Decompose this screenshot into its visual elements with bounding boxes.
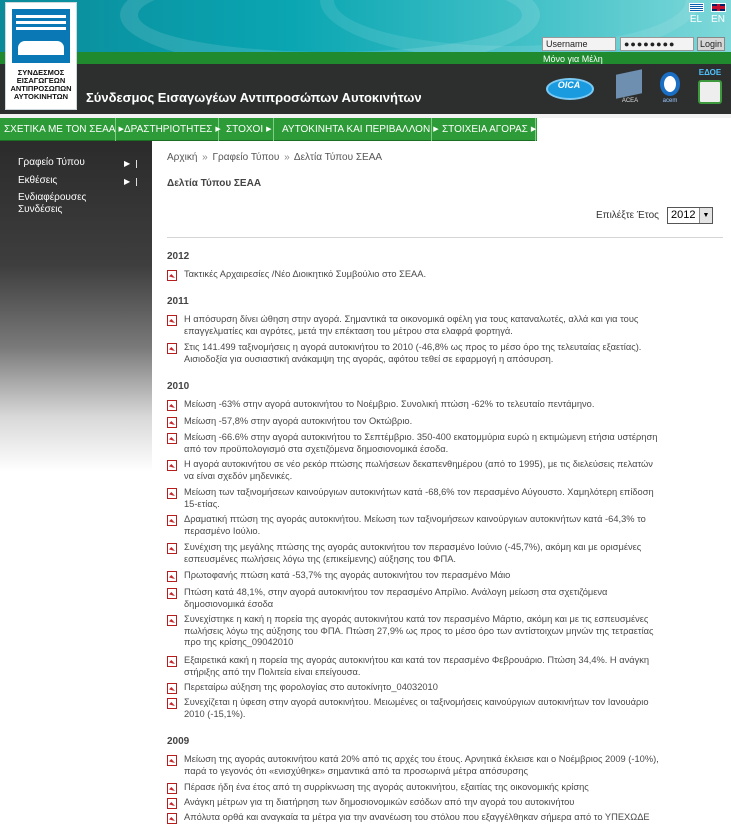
pdf-icon — [167, 798, 177, 809]
pdf-icon — [167, 813, 177, 824]
breadcrumb: Αρχική » Γραφείο Τύπου » Δελτία Τύπου ΣΕΑΑ — [167, 152, 383, 163]
press-release-link[interactable]: Στις 141.499 ταξινομήσεις η αγορά αυτοκινήτου το 2010 (-46,8% ως προς το μέσο όρο της τελευταίας εξαετίας). Αισιοδοξία για ουσιαστική ανάκαμψη της αγοράς, αφότου τεθεί σε εφαρμογή η απόσυρση. — [184, 342, 642, 364]
pdf-icon — [167, 588, 177, 599]
recycle-icon — [698, 80, 722, 104]
seaa-logo[interactable] — [5, 2, 77, 110]
main-nav — [0, 118, 731, 141]
year-heading: 2009 — [167, 736, 190, 747]
pdf-icon — [167, 270, 177, 281]
pdf-icon — [167, 343, 177, 354]
pdf-icon — [167, 783, 177, 794]
partner-acea[interactable]: ACEA — [612, 70, 648, 108]
lang-el[interactable]: EL — [686, 3, 706, 25]
year-heading: 2011 — [167, 296, 189, 307]
pdf-icon — [167, 515, 177, 526]
arrow-right-icon: ▶ — [215, 126, 221, 133]
press-release-link[interactable]: Η αγορά αυτοκινήτου σε νέο ρεκόρ πτώσης πωλήσεων δεκαπενθημέρου (από το 1995), με τις διελεύσεις πελατών να είναι σχεδόν μηδενικές. — [184, 459, 653, 481]
sidebar-item-press-office[interactable]: Γραφείο Τύπου — [18, 157, 85, 168]
year-select[interactable]: 2012 ▼ — [667, 207, 713, 224]
nav-market-data[interactable]: ΣΤΟΙΧΕΙΑ ΑΓΟΡΑΣ ▶ — [438, 118, 536, 141]
press-release-link[interactable]: Ανάγκη μέτρων για τη διατήρηση των δημοσιονομικών εσόδων από την αγορά του αυτοκινήτου — [184, 797, 575, 807]
press-release-link[interactable]: Συνεχίστηκε η κακή η πορεία της αγοράς αυτοκινήτου κατά τον περασμένο Μάρτιο, ακόμη και με τις εσπευσμένες πωλήσεις λόγω της αύξησης του ΦΠΑ. Πτώση 27,9% ως προς το μέσο όρο των αντίστοιχων μηνών της τετραετίας προ της κρίσης_09042010 — [184, 614, 654, 647]
press-release-link[interactable]: Πτώση κατά 48,1%, στην αγορά αυτοκινήτου τον περασμένο Απρίλιο. Ανάλογη μείωση στα σχετιζόμενα δημοσιονομικά έσοδα — [184, 587, 608, 609]
site-header — [0, 0, 731, 118]
pdf-icon — [167, 460, 177, 471]
username-input[interactable]: Username — [542, 37, 616, 51]
header-green-strip — [0, 52, 731, 64]
year-filter-label: Επιλέξτε Έτος — [596, 210, 659, 221]
partner-oica[interactable]: OICA — [540, 70, 598, 108]
pdf-icon — [167, 615, 177, 626]
site-title: Σύνδεσμος Εισαγωγέων Αντιπροσώπων Αυτοκινήτων — [86, 90, 422, 105]
press-release-link[interactable]: Εξαιρετικά κακή η πορεία της αγοράς αυτοκινήτου και κατά τον περασμένο Φεβρουάριο. Πτώση 34,4%. Η ανάγκη στήριξης από την Πολιτεία είναι επείγουσα. — [184, 655, 650, 677]
nav-about[interactable]: ΣΧΕΤΙΚΑ ΜΕ ΤΟΝ ΣΕΑΑ ▶ — [0, 118, 116, 141]
nav-cars-environment[interactable]: ΑΥΤΟΚΙΝΗΤΑ ΚΑΙ ΠΕΡΙΒΑΛΛΟΝ ▶ — [278, 118, 432, 141]
press-release-link[interactable]: Πρωτοφανής πτώση κατά -53,7% της αγοράς αυτοκινήτου τον περασμένο Μάιο — [184, 570, 511, 580]
ring-icon — [660, 72, 680, 96]
press-release-link[interactable]: Συνέχιση της μεγάλης πτώσης της αγοράς αυτοκινήτου τον περασμένο Ιούνιο (-45,7%), ακόμη και με ορισμένες εσπευσμένες πωλήσεις λόγω της (επικείμενης) αύξησης του ΦΠΑ. — [184, 542, 642, 564]
year-heading: 2010 — [167, 381, 190, 392]
arrow-right-icon: ▶ — [124, 159, 131, 168]
page-title: Δελτία Τύπου ΣΕΑΑ — [167, 178, 262, 189]
arrow-right-icon: ▶ — [124, 177, 131, 186]
main-content — [167, 141, 727, 830]
sidebar-item-exhibitions[interactable]: Εκθέσεις — [18, 175, 58, 186]
greek-flag-icon — [689, 3, 704, 12]
breadcrumb-press-office[interactable]: Γραφείο Τύπου — [212, 152, 280, 163]
breadcrumb-current: Δελτία Τύπου ΣΕΑΑ — [293, 152, 383, 163]
pdf-icon — [167, 656, 177, 667]
press-release-link[interactable]: Τακτικές Αρχαιρεσίες /Νέο Διοικητικό Συμβούλιο στο ΣΕΑΑ. — [184, 269, 427, 279]
sidebar-item-links[interactable]: Ενδιαφέρουσες Συνδέσεις — [18, 192, 87, 215]
pdf-icon — [167, 315, 177, 326]
year-heading: 2012 — [167, 251, 190, 262]
press-release-link[interactable]: Απόλυτα ορθά και αναγκαία τα μέτρα για την ανανέωση του στόλου που εξαγγέλθηκαν σήμερα από το ΥΠΕΧΩΔΕ — [184, 812, 650, 822]
press-release-link[interactable]: Πέρασε ήδη ένα έτος από τη συρρίκνωση της αγοράς αυτοκινήτου, εξαιτίας της οικονομικής κρίσης — [184, 782, 589, 792]
login-button[interactable]: Login — [697, 37, 725, 51]
press-release-link[interactable]: Μείωση -66.6% στην αγορά αυτοκινήτου το Σεπτέμβριο. 350-400 εκατομμύρια ευρώ η εκτιμώμενη ετήσια υστέρηση από τον προϋπολογισμό στα σχετιζόμενα δημοσιονομικά έσοδα. — [184, 432, 658, 454]
press-release-link[interactable]: Δραματική πτώση της αγοράς αυτοκινήτου. Μείωση των ταξινομήσεων καινούργιων αυτοκινήτων κατά -64,3% το περασμένο Ιούλιο. — [184, 514, 646, 536]
pdf-icon — [167, 543, 177, 554]
press-release-link[interactable]: Μείωση -57,8% στην αγορά αυτοκινήτου τον Οκτώβριο. — [184, 416, 413, 426]
password-input[interactable]: ●●●●●●●● — [620, 37, 694, 51]
breadcrumb-home[interactable]: Αρχική — [167, 152, 198, 163]
pdf-icon — [167, 755, 177, 766]
logo-text: ΣΥΝΔΕΣΜΟΣ ΕΙΣΑΓΩΓΕΩΝ ΑΝΤΙΠΡΟΣΩΠΩΝ ΑΥΤΟΚΙΝΗΤΩΝ — [10, 68, 72, 101]
car-emblem-icon — [12, 9, 70, 63]
arrow-right-icon: ▶ — [433, 126, 439, 133]
pdf-icon — [167, 433, 177, 444]
partner-acem[interactable]: acem — [656, 70, 684, 108]
pdf-icon — [167, 683, 177, 694]
pdf-icon — [167, 488, 177, 499]
chevron-down-icon[interactable]: ▼ — [699, 208, 712, 223]
press-release-link[interactable]: Η απόσυρση δίνει ώθηση στην αγορά. Σημαντικά τα οικονομικά οφέλη για τους καταναλωτές, αλλά και για τους επαγγελματίες και αγρότες, μετά την επέκταση του μέτρου στα ελαφρά φορτηγά. — [184, 314, 639, 336]
cube-icon — [616, 69, 642, 99]
pdf-icon — [167, 571, 177, 582]
press-release-link[interactable]: Μείωση της αγοράς αυτοκινήτου κατά 20% από τις αρχές του έτους. Αρνητικά έκλεισε και ο Νοέμβριος 2009 (-10%), παρά το γεγονός ότι «ενισχύθηκε» σημαντικά από τα προσωρινά μέτρα απόσυρσης — [184, 754, 659, 776]
nav-activities[interactable]: ΔΡΑΣΤΗΡΙΟΤΗΤΕΣ ▶ — [120, 118, 219, 141]
arrow-right-icon: ▶ — [266, 126, 272, 133]
arrow-right-icon: ▶ — [118, 126, 124, 133]
press-release-link[interactable]: Συνεχίζεται η ύφεση στην αγορά αυτοκινήτου. Μειωμένες οι ταξινομήσεις καινούργιων αυτοκινήτων τον Ιανουάριο 2010 (-15,1%). — [184, 697, 649, 719]
arrow-right-icon: ▶ — [530, 126, 537, 133]
uk-flag-icon — [711, 3, 726, 12]
lang-en[interactable]: EN — [708, 3, 728, 25]
press-release-link[interactable]: Μείωση -63% στην αγορά αυτοκινήτου το Νοέμβριο. Συνολική πτώση -62% το τελευταίο πεντάμηνο. — [184, 399, 595, 409]
nav-goals[interactable]: ΣΤΟΧΟΙ ▶ — [222, 118, 274, 141]
members-only-link[interactable]: Μόνο για Μέλη — [543, 54, 603, 64]
press-release-link[interactable]: Περεταίρω αύξηση της φορολογίας στο αυτοκίνητο_04032010 — [184, 682, 438, 692]
press-release-link[interactable]: Μείωση των ταξινομήσεων καινούργιων αυτοκινήτων κατά -68,6% τον περασμένο Αύγουστο. Χαμηλότερη επίδοση 15-ετίας. — [184, 487, 654, 509]
sidebar — [0, 141, 152, 830]
partner-edoe[interactable]: ΕΔΟΕ — [692, 70, 728, 108]
pdf-icon — [167, 400, 177, 411]
pdf-icon — [167, 417, 177, 428]
pdf-icon — [167, 698, 177, 709]
